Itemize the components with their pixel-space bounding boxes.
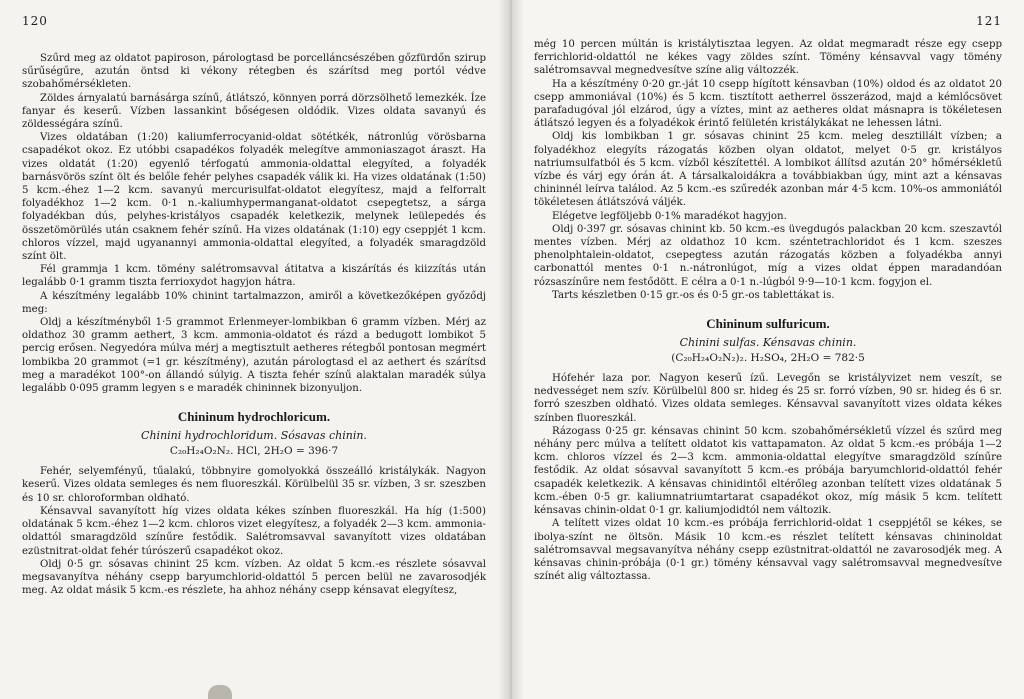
section-subtitle: Chinini hydrochloridum. Sósavas chinin. xyxy=(141,429,367,443)
paragraph: Hófehér laza por. Nagyon keserű ízű. Levegőn se kristályvizet nem veszít, se nedvességet nem szív. Körülbelül 800 sr. hideg és 25 sr. forró vízben, 90 sr. hideg és 6 sr. forró szeszben oldható. Vizes oldata semleges. Kénsavval savanyított vizes oldata kékes színben fluoreszkál. xyxy=(534,373,1002,424)
page-blemish xyxy=(208,685,232,699)
page-number-left: 120 xyxy=(22,14,48,28)
left-page-body xyxy=(22,52,486,597)
section-title: Chininum sulfuricum. xyxy=(706,316,830,332)
paragraph: Szűrd meg az oldatot papiroson, párologtasd be porcelláncsészében gőzfürdőn szirup sűrűségűre, azután öntsd ki vékony rétegben és szárítsd meg portól védve szobahőmérsékleten. xyxy=(22,53,486,91)
right-page-body xyxy=(534,38,1002,583)
paragraph: Oldj a készítményből 1·5 grammot Erlenmeyer-lombikban 6 gramm vízben. Mérj az oldathoz 30 gramm aethert, 3 kcm. ammonia-oldatot és rázd a bedugott lombikot 5 percig erősen. Negyedóra múlva mérj a megtisztult aetheres rétegből pontosan megmért lombikba 20 grammot (=1 gr. készítmény), azután párologtasd el az aethert és szárítsd meg a maradékot 100°-on állandó súlyig. A tiszta fehér színű alaktalan maradék súlya legalább 0·095 gramm legyen s e maradék chininnek bizonyuljon. xyxy=(22,317,486,395)
paragraph: A készítmény legalább 10% chinint tartalmazzon, amiről a következőképen győződj meg: xyxy=(22,290,486,315)
paragraph: Zöldes árnyalatú barnásárga színű, átlátszó, könnyen porrá dörzsölhető lemezkék. Íze fanyar és keserű. Vízben lassankint bőségesen oldódik. Vizes oldata savanyú és zöldességára színű. xyxy=(22,92,486,131)
paragraph: Fél grammja 1 kcm. tömény salétromsavval átitatva a kiszárítás és kiizzítás után legalább 0·1 gramm tiszta ferrioxydot hagyjon hátra. xyxy=(22,264,486,289)
right-page xyxy=(510,0,1024,699)
section-subtitle: Chinini sulfas. Kénsavas chinin. xyxy=(679,336,857,350)
chemical-formula: (C₂₀H₂₄O₂N₂)₂. H₂SO₄, 2H₂O = 782·5 xyxy=(671,352,865,365)
paragraph: Oldj 0·5 gr. sósavas chinint 25 kcm. vízben. Az oldat 5 kcm.-es részlete sósavval megsavanyítva néhány csepp baryumchlorid-oldattól 5 percen belül ne zavarosodjék meg. Az oldat másik 5 kcm.-es részlete, ha ahhoz néhány csepp kénsavat elegyítesz, xyxy=(22,558,486,597)
left-page xyxy=(0,0,510,699)
paragraph: Elégetve legföljebb 0·1% maradékot hagyjon. xyxy=(552,210,787,222)
paragraph: Rázogass 0·25 gr. kénsavas chinint 50 kcm. szobahőmérsékletű vízzel és szűrd meg néhány perc múlva a telített oldatot kis vattapamaton. Az oldat 5 kcm.-es próbája 1—2 kcm. chloros vízzel és 2—3 kcm. ammonia-oldattal elegyítve smaragdzöld színűre festődik. Az oldat sósavval savanyított 5 kcm.-es próbája baryumchlorid-oldattól fehér csapadék keletkezik. A kénsavas chinidintől eltérőleg azonban telített vizes oldatának 5 kcm.-ében 0·5 gr. kaliumnatriumtartarat csapadékot okoz, míg másik 5 kcm. telített kénsavas chinin-oldat 0·1 gr. kaliumjodidtól nem változik. xyxy=(534,425,1002,517)
chemical-formula: C₂₀H₂₄O₂N₂. HCl, 2H₂O = 396·7 xyxy=(169,445,339,458)
section-title: Chininum hydrochloricum. xyxy=(177,409,331,425)
paragraph: Ha a készítmény 0·20 gr.-ját 10 csepp hígított kénsavban (10%) oldod és az oldatot 20 csepp ammoniával (10%) és 5 kcm. tisztított aetherrel összerázod, majd a kémlőcsövet parafadugóval jól elzárod, úgy a víztes, mint az aetheres oldat másnapra is tökéletesen átlátszó legyen és a folyadékok érintő felületén kristálykákat ne lehessen látni. xyxy=(534,78,1002,130)
paragraph: Tarts készletben 0·15 gr.-os és 0·5 gr.-os tablettákat is. xyxy=(552,289,835,301)
paragraph: még 10 percen múltán is kristálytisztaa legyen. Az oldat megmaradt része egy csepp ferrichlorid-oldattól ne kékes vagy zöldes színt. Tömény kénsavval vagy tömény salétromsavval megnedvesítve színe alig változzék. xyxy=(534,39,1002,77)
paragraph: Vizes oldatában (1:20) kaliumferrocyanid-oldat sötétkék, nátronlúg vörösbarna csapadékot okoz. Ez utóbbi csapadékos folyadék melegítve ammoniaszagot áraszt. Ha vizes oldatát (1:20) egyenlő térfogatú ammonia-oldattal elegyíted, a folyadék barnásvörös színt ölt és belőle fehér pelyhes csapadék válik ki. Ha vizes oldatának (1:50) 5 kcm.-éhez 1—2 kcm. savanyú mercurisulfat-oldatot elegyítesz, majd a felforralt folyadékhoz 1—2 kcm. 0·1 n.-kaliumhypermanganat-oldatot csepegtetsz, a sárga folyadékban dús, pelyhes-kristályos csapadék keletkezik, melynek leülepedés és összetömörülés után csaknem fehér színű. Ha vizes oldatának (1:10) egy cseppjét 1 kcm. chloros vízzel, majd ugyanannyi ammonia-oldattal elegyíted, a folyadék smaragdzöld színt ölt. xyxy=(22,132,486,263)
paragraph: A telített vizes oldat 10 kcm.-es próbája ferrichlorid-oldat 1 cseppjétől se kékes, se ibolya-színt ne öltsön. Másik 10 kcm.-es részlet telített kénsavas chininoldat salétromsavval megsavanyítva néhány csepp ezüstnitrat-oldattól ne zavarosodjék meg. A kénsavas chinin-próbája (0·1 gr.) tömény kénsavval vagy salétromsavval megnedvesítve színét alig változtassa. xyxy=(534,518,1002,583)
paragraph: Oldj kis lombikban 1 gr. sósavas chinint 25 kcm. meleg desztillált vízben; a folyadékhoz elegyíts rázogatás közben olyan oldatot, melyet 0·5 gr. kristályos natriumsulfatból és 5 kcm. vízből készítettél. A lombikot állítsd azután 20° hőmérsékletű vízbe és várj egy órán át. A társalkaloidákra a továbbiakban úgy, mint azt a kénsavas chininnél leírva találod. Az 5 kcm.-es szűredék azonban már 4·5 kcm. 10%-os ammoniától tökéletesen átlátszóvá váljék. xyxy=(534,131,1002,209)
paragraph: Kénsavval savanyított híg vizes oldata kékes színben fluoreszkál. Ha híg (1:500) oldatának 5 kcm.-éhez 1—2 kcm. chloros vizet elegyítesz, a folyadék 2—3 kcm. ammonia-oldattól smaragdzöld színűre festődik. Salétromsavval savanyított vizes oldatában ezüstnitrat-oldat fehér túrószerű csapadékot okoz. xyxy=(22,505,486,557)
page-number-right: 121 xyxy=(976,14,1002,28)
paragraph: Fehér, selyemfényű, tűalakú, többnyire gomolyokká összeálló kristálykák. Nagyon keserű. Vizes oldata semleges és nem fluoreszkál. Körülbelül 35 sr. vízben, 3 sr. szeszben és 10 sr. chloroformban oldható. xyxy=(22,466,486,504)
paragraph: Oldj 0·397 gr. sósavas chinint kb. 50 kcm.-es üvegdugós palackban 20 kcm. szeszavtól mentes vízben. Mérj az oldathoz 10 kcm. széntetrachloridot és 1 kcm. szeszes phenolphtalein-oldatot, csepegtess azután rázogatás közben a folyadékba annyi carbonattól mentes 0·1 n.-nátronlúgot, míg a vizes oldat éppen maradandóan rózsaszínűre nem festődött. E célra a 0·1 n.-lúgból 9·9—10·1 kcm. fogyjon el. xyxy=(534,223,1002,288)
